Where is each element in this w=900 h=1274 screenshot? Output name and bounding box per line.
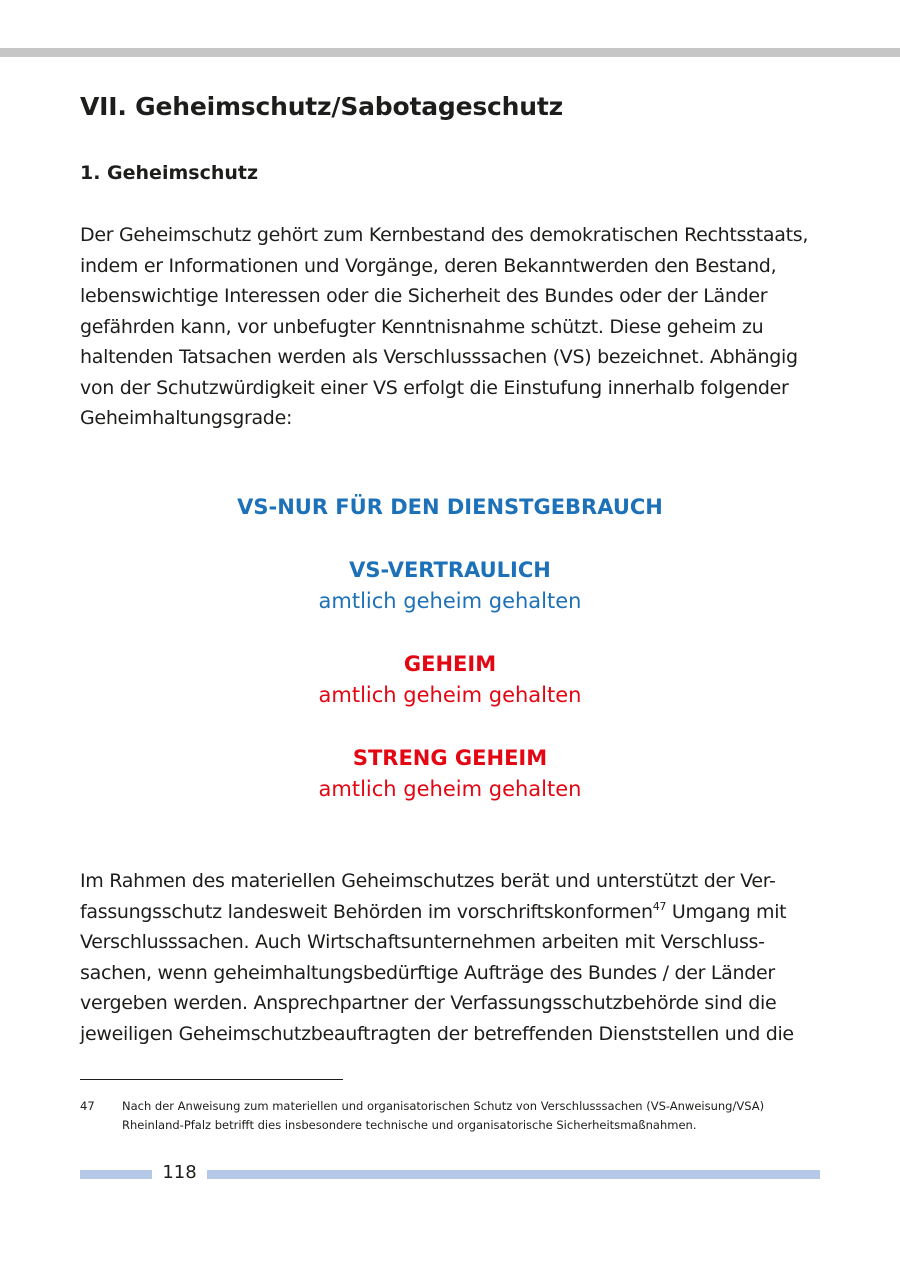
paragraph-line: sachen, wenn geheimhaltungsbedürftige Aufträge des Bundes / der Länder bbox=[80, 961, 775, 984]
paragraph-text: Umgang mit bbox=[666, 900, 787, 923]
paragraph-line: lebenswichtige Interessen oder die Sicherheit des Bundes oder der Länder bbox=[80, 285, 768, 307]
classification-level-streng-geheim bbox=[80, 743, 820, 805]
footnote-divider bbox=[80, 1079, 343, 1080]
chapter-heading: VII. Geheimschutz/Sabotageschutz bbox=[80, 92, 563, 121]
paragraph-text: fassungsschutz landesweit Behörden im vorschriftskonformen bbox=[80, 900, 653, 923]
intro-paragraph bbox=[80, 220, 840, 434]
footnote-number: 47 bbox=[80, 1099, 95, 1113]
classification-title: STRENG GEHEIM bbox=[352, 746, 548, 770]
paragraph-line: gefährden kann, vor unbefugter Kenntnisnahme schützt. Diese geheim zu bbox=[80, 315, 764, 338]
classification-title: VS-NUR FÜR DEN DIENSTGEBRAUCH bbox=[237, 495, 663, 519]
footer-bar-left bbox=[80, 1170, 152, 1179]
section-heading: 1. Geheimschutz bbox=[80, 162, 259, 184]
paragraph-line: haltenden Tatsachen werden als Verschlusssachen (VS) bezeichnet. Abhängig bbox=[80, 346, 798, 368]
footer-bar-right bbox=[207, 1170, 820, 1179]
classification-level-geheim bbox=[80, 649, 820, 711]
paragraph-line: jeweiligen Geheimschutzbeauftragten der betreffenden Dienststellen und die bbox=[80, 1022, 794, 1045]
footnote-line: Nach der Anweisung zum materiellen und organisatorischen Schutz von Verschlusssachen (VS-Anweisung/VSA) bbox=[122, 1099, 765, 1113]
paragraph-line: Im Rahmen des materiellen Geheimschutzes berät und unterstützt der Ver- bbox=[80, 870, 776, 892]
classification-title: VS-VERTRAULICH bbox=[349, 558, 551, 582]
classification-level-vs-nfd bbox=[80, 492, 820, 522]
page-number: 118 bbox=[162, 1162, 197, 1183]
paragraph-line bbox=[80, 897, 840, 928]
paragraph-line: indem er Informationen und Vorgänge, deren Bekanntwerden den Bestand, bbox=[80, 254, 777, 277]
paragraph-line: Der Geheimschutz gehört zum Kernbestand des demokratischen Rechtsstaats, bbox=[80, 224, 809, 246]
paragraph-line: von der Schutzwürdigkeit einer VS erfolgt die Einstufung innerhalb folgender bbox=[80, 376, 789, 399]
footnote-text bbox=[122, 1097, 764, 1135]
footnote-reference[interactable]: 47 bbox=[652, 899, 667, 913]
classification-subtitle: amtlich geheim gehalten bbox=[318, 589, 582, 613]
body-paragraph bbox=[80, 866, 840, 1049]
classification-subtitle: amtlich geheim gehalten bbox=[318, 683, 582, 707]
paragraph-line: Verschlusssachen. Auch Wirtschaftsunternehmen arbeiten mit Verschluss- bbox=[80, 931, 765, 953]
top-rule bbox=[0, 48, 900, 57]
classification-subtitle: amtlich geheim gehalten bbox=[318, 777, 582, 801]
footnote-line: Rheinland-Pfalz betrifft dies insbesondere technische und organisatorische Sicherheitsmaßnahmen. bbox=[122, 1118, 697, 1132]
classification-title: GEHEIM bbox=[403, 652, 497, 676]
paragraph-line: Geheimhaltungsgrade: bbox=[80, 407, 293, 429]
paragraph-line: vergeben werden. Ansprechpartner der Verfassungsschutzbehörde sind die bbox=[80, 992, 777, 1014]
classification-level-vs-vertraulich bbox=[80, 555, 820, 617]
